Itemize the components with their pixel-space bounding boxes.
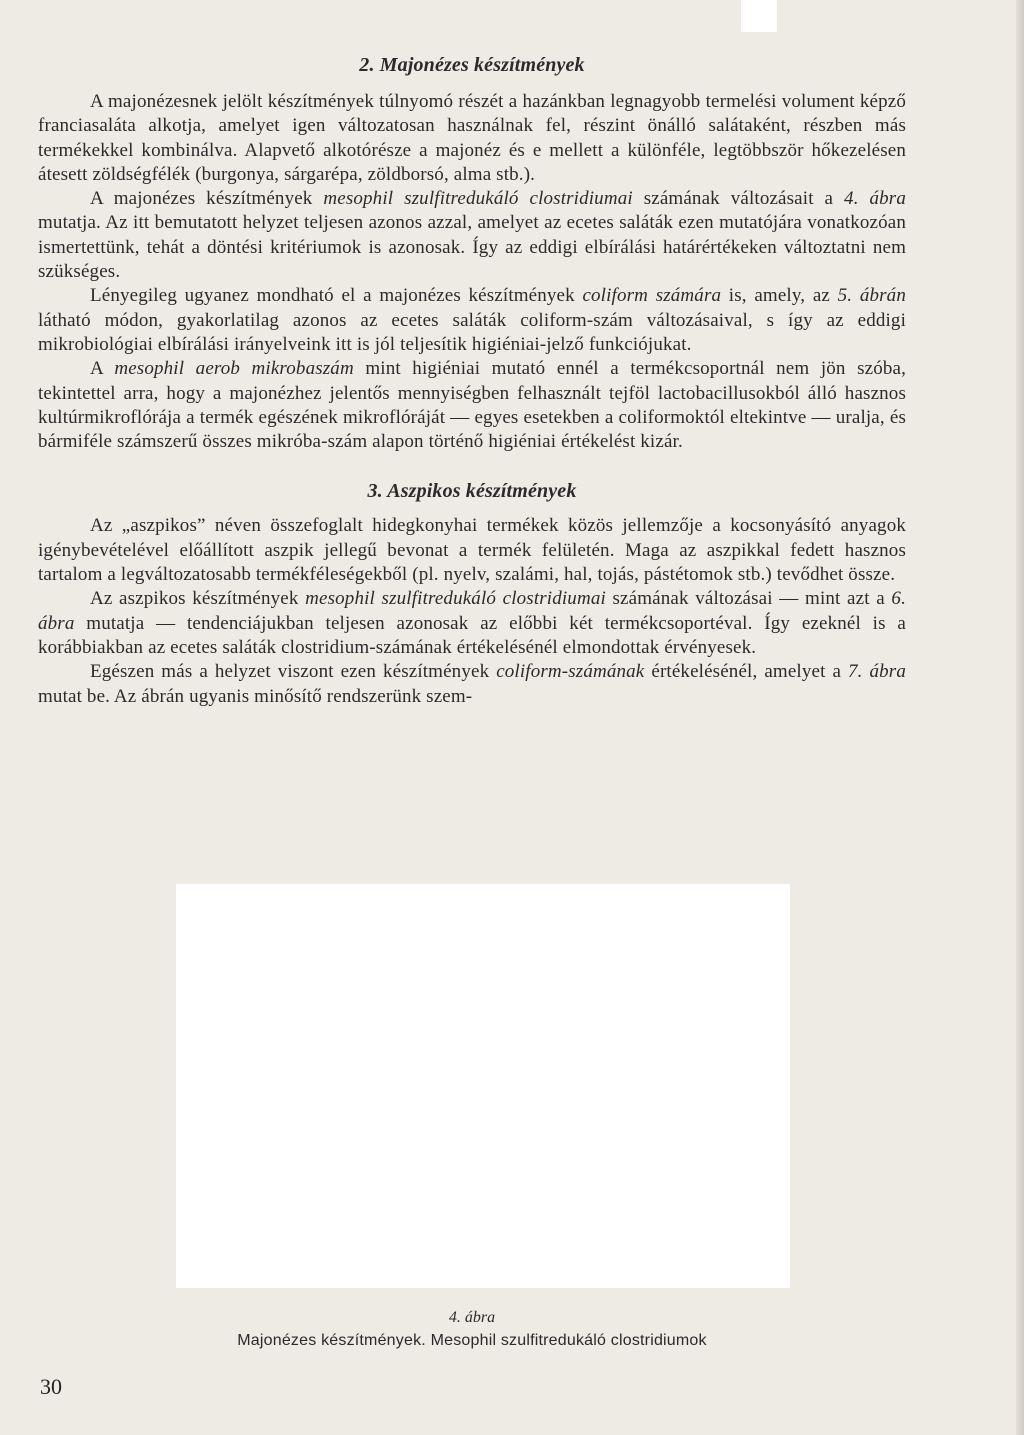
article-body (38, 52, 906, 709)
section-2-heading: 2. Majonézes készítmények (359, 54, 585, 76)
figure-caption: Majonézes készítmények. Mesophil szulfitredukáló clostridiumok (237, 1332, 707, 1349)
section-2-paragraph-2: A majonézes készítmények mesophil szulfitredukáló clostridiumai számának változásait a 4. ábra mutatja. Az itt bemutatott helyzet teljesen azonos azzal, amelyet az ecetes saláták ezen mutatójára vonatkozóan ismertettünk, tehát a döntési kritériumok is azonosak. Így az eddigi elbírálási határértékeken változtatni nem szükséges. (38, 188, 907, 283)
figure-ref-6: 6. ábra (38, 588, 906, 634)
term-aerob: mesophil aerob mikrobaszám (114, 358, 354, 380)
figure-number: 4. ábra (448, 1309, 496, 1326)
figure-ref-5: 5. ábrán (837, 285, 906, 307)
section-3-paragraph-3: Egészen más a helyzet viszont ezen készítmények coliform-számának értékelésénél, amelyet a 7. ábra mutat be. Az ábrán ugyanis minősítő rendszerünk szem- (38, 661, 906, 707)
section-3-heading: 3. Aszpikos készítmények (367, 480, 577, 503)
page-edge (1016, 0, 1024, 1435)
section-3-paragraph-2: Az aszpikos készítmények mesophil szulfitredukáló clostridiumai számának változásai — mint azt a 6. ábra mutatja — tendenciájukban teljesen azonosak az előbbi két termékcsoportéval. Így ezeknél is a korábbiakban az ecetes saláták clostridium-számának értékelésénél elmondottak érvényesek. (38, 588, 906, 658)
section-3-paragraph-1: Az „aszpikos” néven összefoglalt hidegkonyhai termékek közös jellemzője a kocsonyásító anyagok igénybevételével előállított aszpik jellegű bevonat a termék felületén. Maga az aszpikkal fedett hasznos tartalom a legváltozatosabb termékféleségekből (pl. nyelv, szalámi, hal, tojás, pástétomok stb.) tevődhet össze. (38, 515, 906, 586)
figure-ref-7: 7. ábra (848, 661, 906, 683)
scan-mark (741, 0, 777, 32)
term-coliform: coliform számára (582, 285, 722, 307)
section-2-paragraph-1: A majonézesnek jelölt készítmények túlnyomó részét a hazánkban legnagyobb termelési volument képző franciasaláta alkotja, amelyet igen változatosan használnak fel, részint önálló salátaként, részben más termékekkel kombinálva. Alapvető alkotórésze a majonéz és e mellett a különféle, legtöbbször hőkezelésen átesett zöldségfélék (burgonya, sárgarépa, zöldborsó, alma stb.). (38, 91, 906, 185)
figure-ref-4: 4. ábra (844, 188, 907, 210)
term-coliform: coliform-számának (496, 661, 645, 683)
term-clostridium: mesophil szulfitredukáló clostridiumai (323, 188, 633, 210)
section-2-paragraph-3: Lényegileg ugyanez mondható el a majonézes készítmények coliform számára is, amely, az 5. ábrán látható módon, gyakorlatilag azonos az ecetes saláták coliform-szám változásaival, s így az eddigi mikrobiológiai elbírálási irányelveink itt is jól teljesítik higiéniai-jelző funkciójukat. (38, 285, 906, 355)
term-clostridium: mesophil szulfitredukáló clostridiumai (305, 588, 606, 610)
page-number: 30 (40, 1374, 62, 1399)
section-2-paragraph-4: A mesophil aerob mikrobaszám mint higiéniai mutató ennél a termékcsoportnál nem jön szóba, tekintettel arra, hogy a majonézhez jelentős mennyiségben felhasznált tejföl lactobacillusokból álló hasznos kultúrmikroflórája a termék egészének mikroflóráját — egyes esetekben a coliformoktól eltekintve — uralja, és bármiféle számszerű összes mikróba-szám alapon történő higiéniai értékelést kizár. (38, 358, 906, 453)
figure-placeholder (176, 884, 790, 1288)
